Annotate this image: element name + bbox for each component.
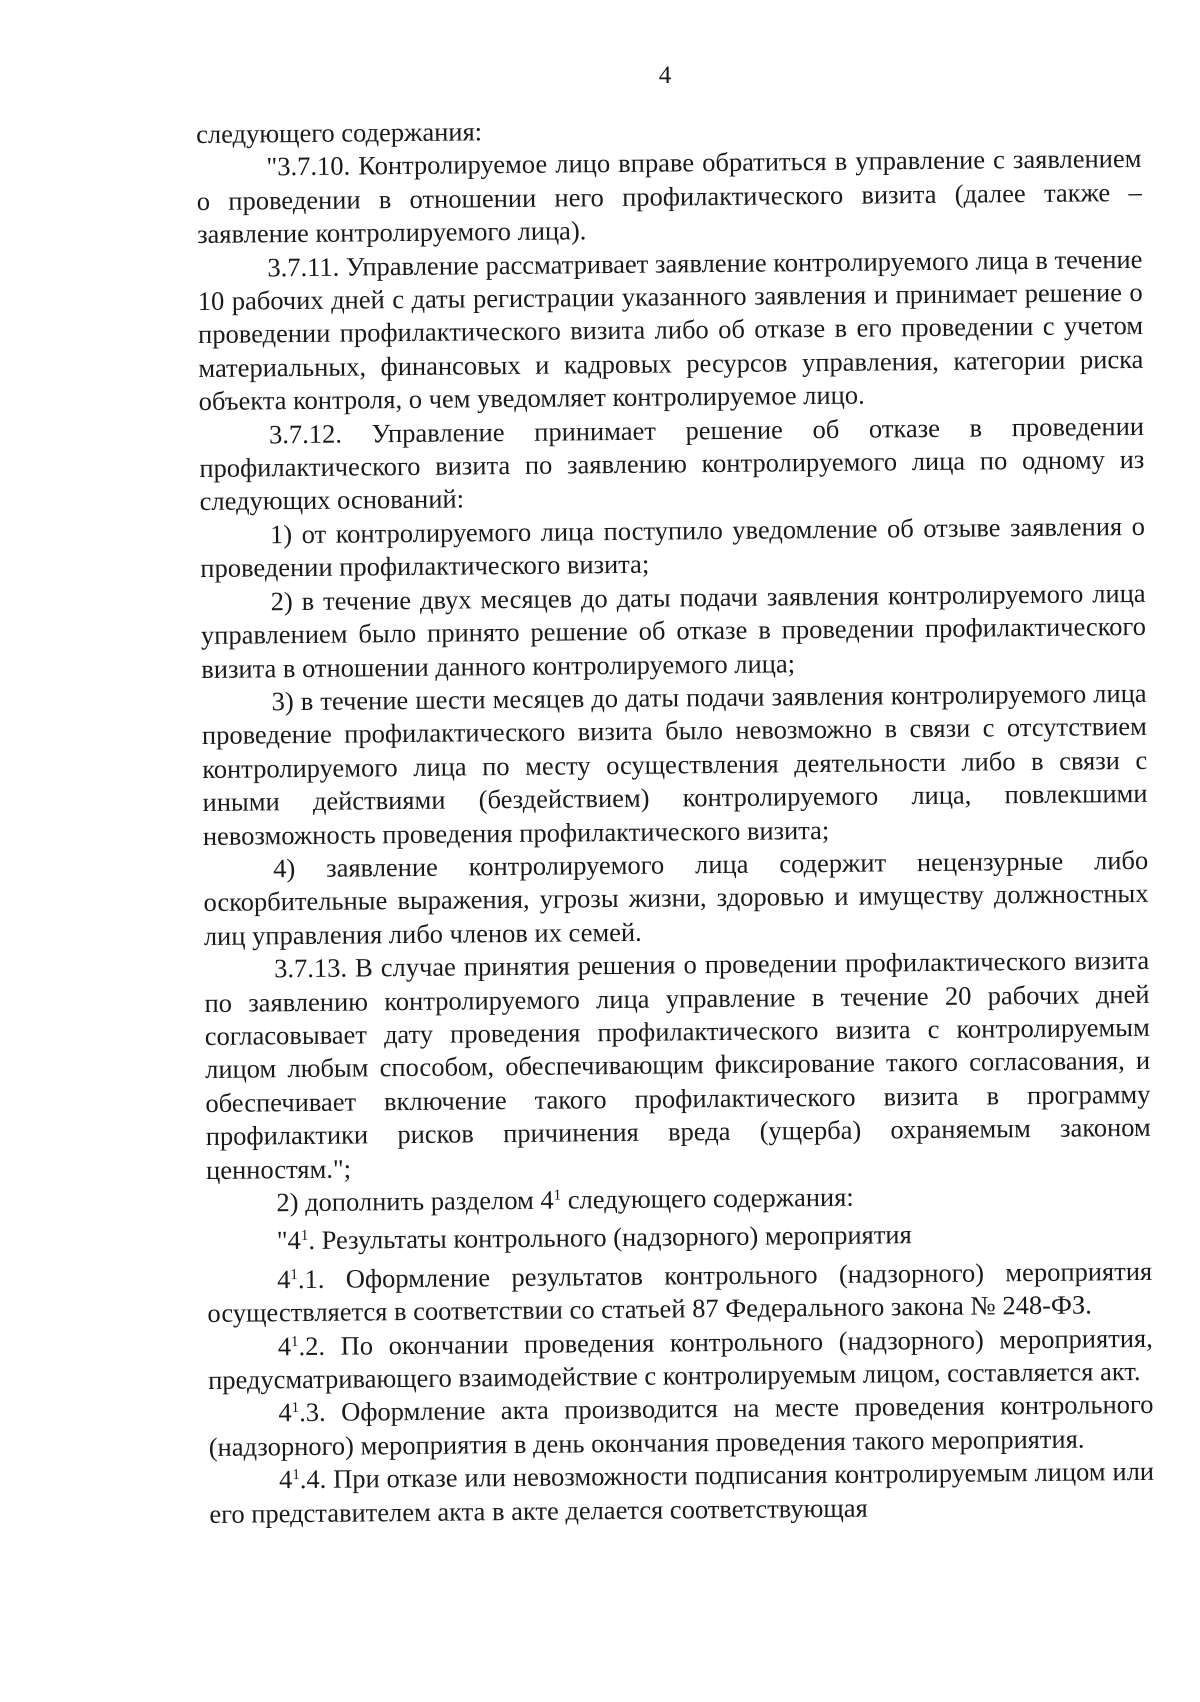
section-4-1-4: $4^1.4$. При отказе или невозможности подписания контролируемым лицом или его представителем акта в акте делается соответствующая [209, 1456, 1155, 1529]
paragraph-3-7-12: 3.7.12. Управление принимает решение об отказе в проведении профилактического визита по заявлению контролируемого лица по одному из следующих оснований: [199, 410, 1145, 517]
paragraph-3-7-11: 3.7.11. Управление рассматривает заявление контролируемого лица в течение 10 рабочих дней с даты регистрации указанного заявления и принимает решение о проведении профилактического визита либо об отказе в его проведении с учетом материальных, финансовых и кадровых ресурсов управления, категории риска объекта контроля, о чем уведомляет контролируемое лицо. [197, 243, 1144, 417]
reason-2: 2) в течение двух месяцев до даты подачи заявления контролируемого лица управлением было принято решение об отказе в проведении профилактического визита в отношении данного контролируемого лица; [200, 577, 1147, 684]
section-title: "$4^1$. Результаты контрольного (надзорного) мероприятия [276, 1219, 912, 1256]
section-4-1-2: $4^1.2$. По окончании проведения контрольного (надзорного) мероприятия, предусматривающего взаимодействие с контролируемым лицом, составляется акт. [207, 1322, 1153, 1395]
paragraph-3-7-13: 3.7.13. В случае принятия решения о проведении профилактического визита по заявлению контролируемого лица управление в течение 20 рабочих дней согласовывает дату проведения профилактического визита с контролируемым лицом любым способом, обеспечивающим фиксирование такого согласования, и обеспечивает включение такого профилактического визита в программу профилактики рисков причинения вреда (ущерба) охраняемым законом ценностям."; [204, 945, 1151, 1185]
reason-4: 4) заявление контролируемого лица содержит нецензурные либо оскорбительные выражения, угрозы жизни, здоровью и имуществу должностных лиц управления либо членов их семей. [203, 844, 1149, 951]
page-number: 4 [658, 62, 672, 89]
amendment-2: 2) дополнить разделом $4^1$ следующего содержания: [276, 1181, 854, 1218]
document-body [196, 109, 1155, 1531]
section-4-1-3: $4^1.3$. Оформление акта производится на месте проведения контрольного (надзорного) мероприятия в день окончания проведения такого мероприятия. [208, 1389, 1154, 1462]
paragraph-3-7-10: "3.7.10. Контролируемое лицо вправе обратиться в управление с заявлением о проведении в отношении него профилактического визита (далее также – заявление контролируемого лица). [196, 143, 1142, 250]
section-4-1-1: $4^1.1$. Оформление результатов контрольного (надзорного) мероприятия осуществляется в соответствии со статьей 87 Федерального закона № 248-ФЗ. [207, 1255, 1153, 1329]
intro-line: следующего содержания: [196, 116, 483, 149]
reason-1: 1) от контролируемого лица поступило уведомление об отзыве заявления о проведении профилактического визита; [200, 510, 1146, 584]
reason-3: 3) в течение шести месяцев до даты подачи заявления контролируемого лица проведение профилактического визита было невозможно в связи с отсутствием контролируемого лица по месту осуществления деятельности либо в связи с иными действиями (бездействием) контролируемого лица, повлекшими невозможность проведения профилактического визита; [201, 677, 1148, 851]
